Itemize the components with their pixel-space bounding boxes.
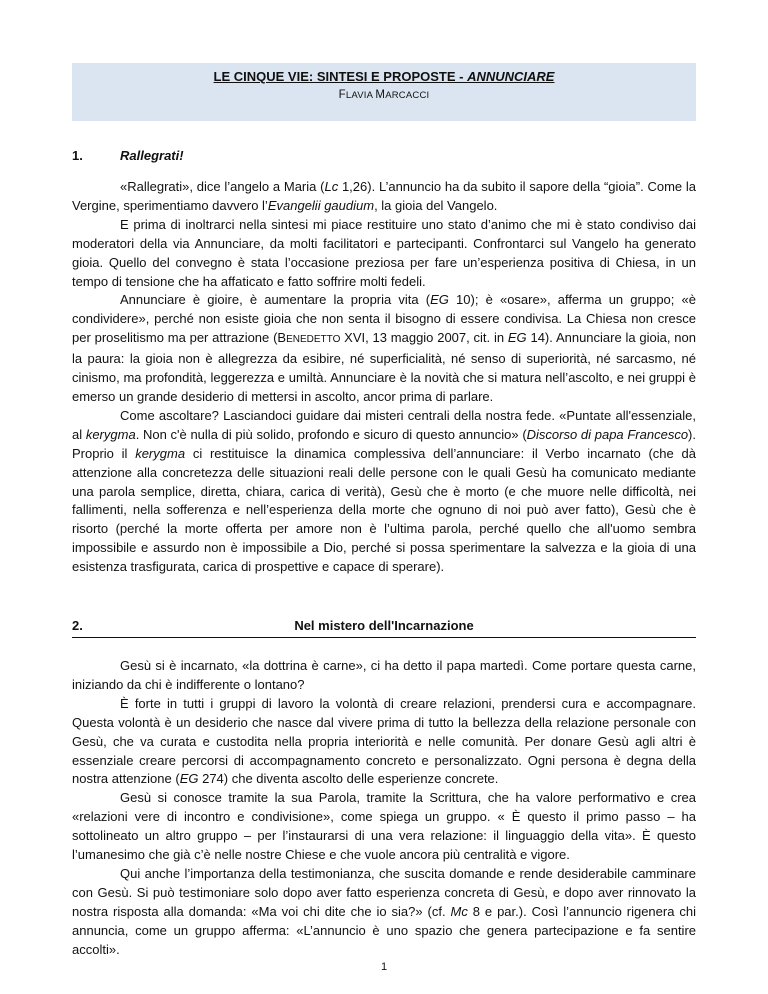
citation: EG [430,292,449,308]
section-2-body [72,657,696,960]
citation: Mc [450,903,468,919]
title-italic-text: ANNUNCIARE [467,69,555,84]
section-heading: Rallegrati! [120,148,184,163]
paragraph: E prima di inoltrarci nella sintesi mi piace restituire uno stato d’animo che mi è stato condiviso dai moderatori della via Annunciare, da molti facilitatori e partecipanti. Confrontarci sul Vangelo ha generato gioia. Quello del convegno è stata l’occasione preziosa per fare un’esperienza positiva di Chiesa, in un tempo di tensione che ha affaticato e fatto soffrire molti fedeli. [72,216,696,289]
italic-term: kerygma [135,445,186,461]
author-first-rest: LAVIA [345,90,376,101]
citation: Lc [324,179,339,194]
text-run: B [277,330,287,346]
author-initial-last: M [375,89,386,101]
paragraph [72,695,696,790]
italic-term: kerygma [85,426,136,442]
title-banner [72,63,696,121]
text-run: 14). Annunciare la gioia, non la paura: la gioia non è allegrezza da esibire, né superficialità, né senso di superiorità, né sarcasmo, né cinismo, ma profondità, leggerezza e umiltà. Annunciare è la novità che si matura nell’ascolto, e nei gruppi è emerso un grande desiderio di mettersi in ascolto, ancor prima di parlare. [72,330,696,404]
paragraph [72,291,696,406]
title-text: LE CINQUE VIE: SINTESI E PROPOSTE - [213,69,468,84]
page-number: 1 [380,961,388,973]
document-title [72,68,696,85]
citation: EG [507,330,527,346]
text-run: Come ascoltare? Lasciandoci guidare dai misteri centrali della nostra fede. «Puntate all'essenziale, al [72,407,696,442]
paragraph: Gesù si conosce tramite la sua Parola, tramite la Scrittura, che ha valore performativo e crea «relazioni vere di incontro e condivisione», come spiega un gruppo. « È questo il primo passo – ha sottolineato un altro gruppo – per l’instaurarsi di una vera relazione: il linguaggio della vita». È questo l’umanesimo che già c’è nelle nostre Chiese e che vuole ancora più centralità e vigore. [72,790,696,863]
author-name [72,88,696,103]
text-run: XVI, 13 maggio 2007, cit. in [340,330,508,346]
citation: Discorso di papa Francesco [526,426,689,442]
text-run: È forte in tutti i gruppi di lavoro la volontà di creare relazioni, prendersi cura e accompagnare. Questa volontà è un desiderio che nasce dal vivere prima di tutto la bellezza della relazione personale con Gesù, che va curata e custodita nella propria interiorità e nelle comunità. Per donare Gesù agli altri è essenziale creare percorsi di accompagnamento concreto e personalizzato. Ogni persona è degna della nostra attenzione ( [72,695,696,787]
text-run: 8 e par.). Così l’annuncio rigenera chi annuncia, come un gruppo afferma: «L’annuncio è uno spazio che genera partecipazione e fa sentire accolti». [72,903,696,957]
paragraph [72,178,696,216]
text-run: , la gioia del Vangelo. [374,197,498,213]
text-run: 10); è «osare», afferma un gruppo; «è condividere», perché non esiste gioia che non senta il bisogno di essere condivisa. La Chiesa non cresce per proselitismo ma per attrazione ( [72,292,696,346]
small-caps-text: ENEDETTO [286,334,341,346]
section-1-body [72,178,696,577]
paragraph: Gesù si è incarnato, «la dottrina è carne», ci ha detto il papa martedì. Come portare questa carne, iniziando da chi è indifferente o lontano? [72,658,696,692]
paragraph [72,865,696,960]
author-initial-first: F [338,89,346,101]
author-last-rest: ARCACCI [385,90,430,101]
text-run: 274) che diventa ascolto delle esperienze concrete. [198,771,499,787]
paragraph [72,407,696,577]
section-heading: Nel mistero dell'Incarnazione [294,618,474,633]
section-number: 2. [72,618,83,633]
text-run: ). Proprio il [72,426,696,461]
text-run: ci restituisce la dinamica complessiva dell’annunciare: il Verbo incarnato (che dà attenzione alla concretezza delle situazioni reali delle persone con le quali Gesù ha comunicato mediante una parola semplice, diretta, chiara, carica di verità), Gesù che è morto (e che muore nelle difficoltà, nei fallimenti, nella sofferenza e nell’esperienza della morte che ognuno di noi può aver fatto), Gesù che è risorto (perché la morte offerta per amore non è l’ultima parola, perché quello che all'uomo sembra impossibile e assurdo non è impossibile a Dio, perché si possa sperimentare la salvezza e la gioia di una esistenza trasfigurata, carica di prospettive e capace di sperare). [72,445,696,575]
text-run: 1,26). L’annuncio ha da subito il sapore della “gioia”. Come la Vergine, sperimentiamo davvero l’ [72,179,696,213]
citation: EG [179,771,199,787]
citation: Evangelii gaudium [267,197,375,213]
section-number: 1. [72,148,83,163]
section-divider [72,637,696,638]
text-run: «Rallegrati», dice l’angelo a Maria ( [120,179,325,194]
text-run: Annunciare è gioire, è aumentare la propria vita ( [120,292,431,308]
text-run: Qui anche l’importanza della testimonianza, che suscita domande e rende desiderabile camminare con Gesù. Si può testimoniare solo dopo aver fatto esperienza concreta di Gesù, e dopo aver rinnovato la nostra risposta alla domanda: «Ma voi chi dite che io sia?» (cf. [72,865,696,919]
text-run: . Non c'è nulla di più solido, profondo e sicuro di questo annuncio» ( [135,426,527,442]
